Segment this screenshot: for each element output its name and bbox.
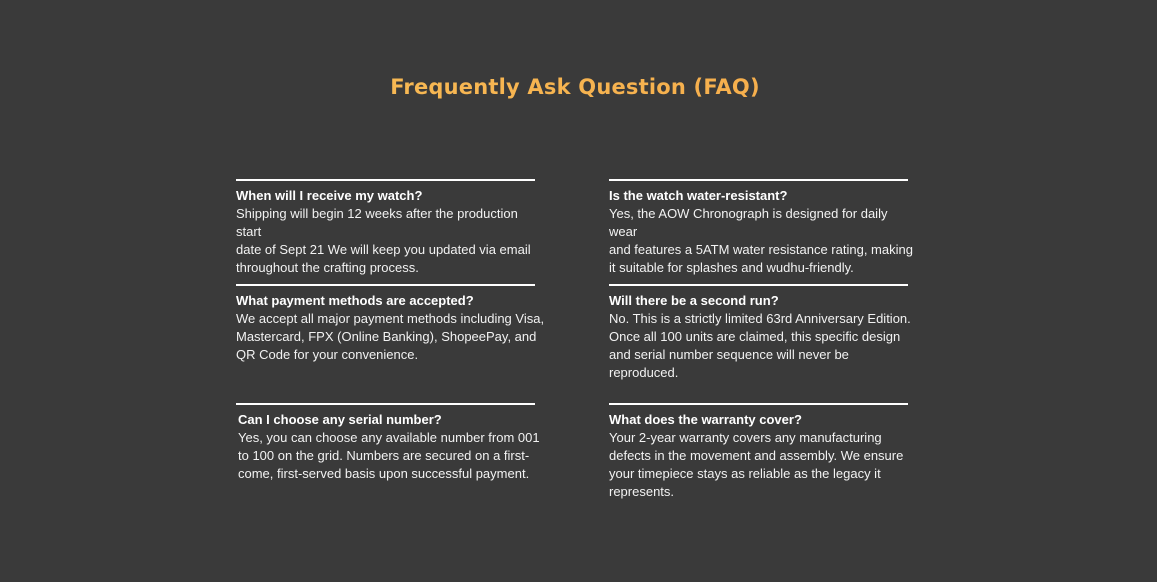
faq-answer-line: date of Sept 21 We will keep you updated via email	[236, 242, 531, 257]
faq-answer-line: and serial number sequence will never be	[609, 347, 849, 362]
faq-question: Can I choose any serial number?	[238, 412, 442, 427]
faq-question: When will I receive my watch?	[236, 188, 423, 203]
faq-answer-line: Mastercard, FPX (Online Banking), ShopeePay, and	[236, 329, 537, 344]
faq-answer-line: reproduced.	[609, 365, 679, 380]
faq-answer-line: defects in the movement and assembly. We ensure	[609, 448, 904, 463]
faq-answer	[236, 429, 546, 483]
faq-divider	[236, 403, 535, 405]
faq-answer-line: Your 2-year warranty covers any manufacturing	[609, 430, 882, 445]
faq-answer-line: it suitable for splashes and wudhu-friendly.	[609, 260, 854, 275]
faq-divider	[236, 284, 535, 286]
faq-answer-line: Shipping will begin 12 weeks after the production start	[236, 206, 518, 239]
faq-question: What payment methods are accepted?	[236, 293, 474, 308]
faq-item-payment-methods	[236, 284, 546, 364]
faq-answer	[609, 429, 919, 501]
faq-answer-line: your timepiece stays as reliable as the legacy it	[609, 466, 881, 481]
faq-answer	[609, 310, 919, 382]
faq-answer-line: throughout the crafting process.	[236, 260, 419, 275]
faq-divider	[236, 179, 535, 181]
faq-divider	[609, 179, 908, 181]
faq-answer-line: represents.	[609, 484, 675, 499]
faq-answer	[609, 205, 919, 277]
faq-item-warranty	[609, 403, 919, 501]
faq-answer-line: No. This is a strictly limited 63rd Anniversary Edition.	[609, 311, 911, 326]
faq-item-water-resistance	[609, 179, 919, 277]
faq-answer-line: Yes, the AOW Chronograph is designed for daily wear	[609, 206, 888, 239]
faq-answer-line: come, first-served basis upon successful payment.	[238, 466, 530, 481]
faq-answer-line: We accept all major payment methods including Visa,	[236, 311, 545, 326]
faq-question: What does the warranty cover?	[609, 412, 802, 427]
faq-item-serial-number	[236, 403, 546, 483]
faq-answer-line: Yes, you can choose any available number from 001	[238, 430, 540, 445]
faq-answer-line: Once all 100 units are claimed, this specific design	[609, 329, 901, 344]
faq-item-delivery	[236, 179, 546, 277]
faq-answer-line: to 100 on the grid. Numbers are secured on a first-	[238, 448, 530, 463]
faq-answer-line: and features a 5ATM water resistance rating, making	[609, 242, 913, 257]
faq-title: Frequently Ask Question (FAQ)	[0, 70, 1150, 104]
faq-item-second-run	[609, 284, 919, 382]
faq-question: Will there be a second run?	[609, 293, 779, 308]
faq-answer	[236, 205, 546, 277]
faq-divider	[609, 284, 908, 286]
faq-answer	[236, 310, 546, 364]
faq-answer-line: QR Code for your convenience.	[236, 347, 419, 362]
faq-question: Is the watch water-resistant?	[609, 188, 788, 203]
faq-divider	[609, 403, 908, 405]
